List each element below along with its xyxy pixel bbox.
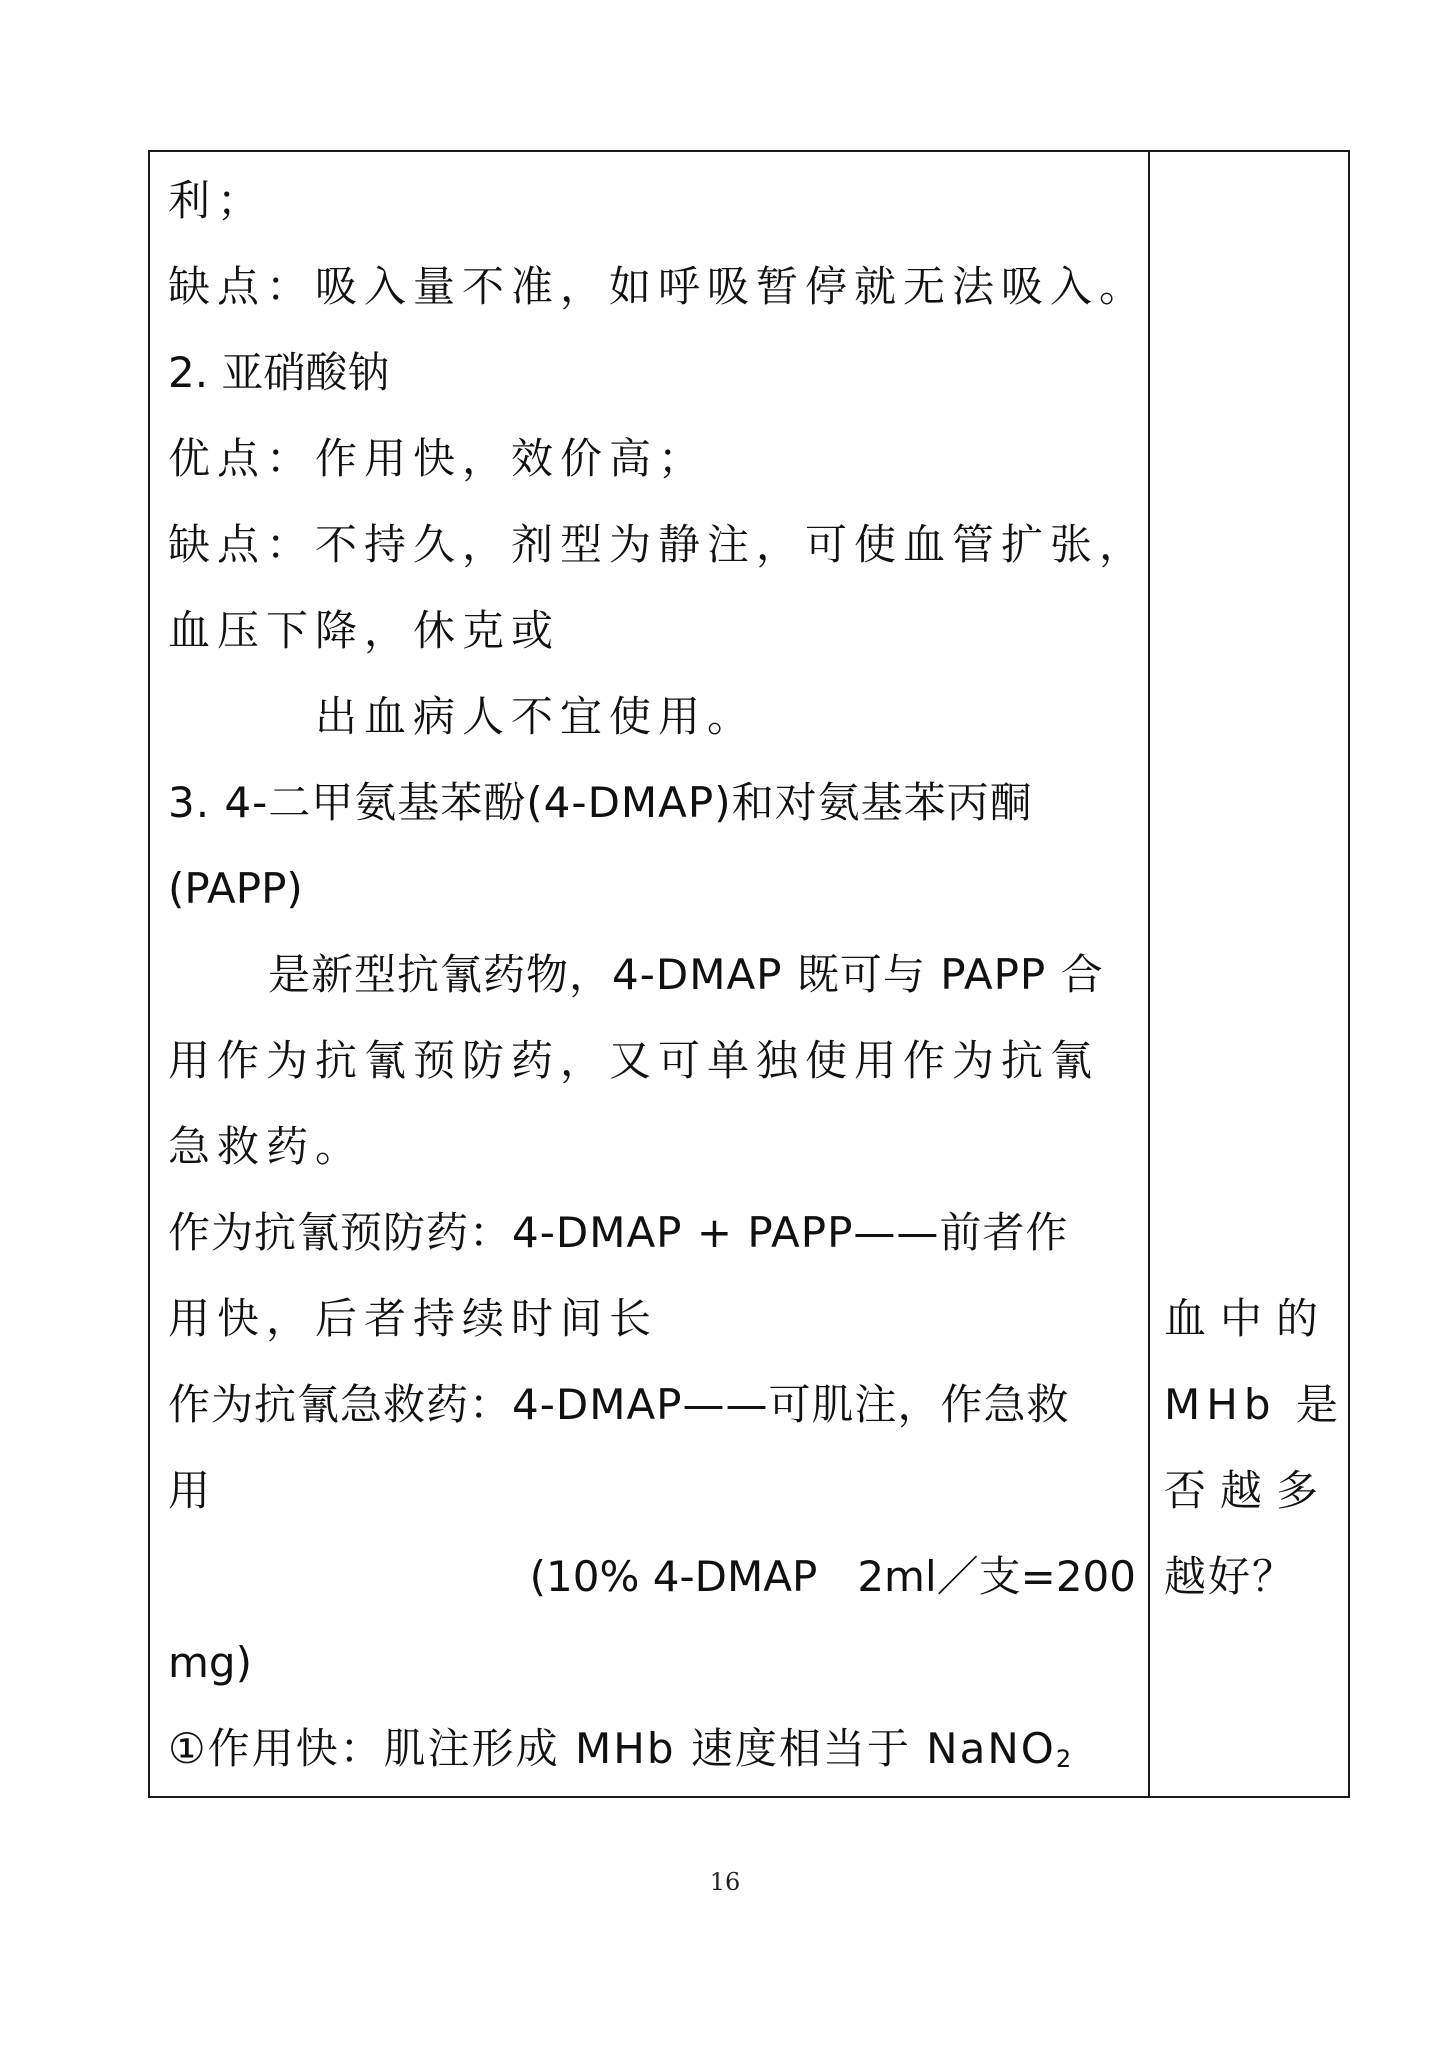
text-line: 用快，后者持续时间长 [168, 1294, 659, 1343]
text-line: 缺点：吸入量不准，如呼吸暂停就无法吸入。 [168, 262, 1149, 311]
text-line: 用 [168, 1466, 218, 1515]
subscript-two: 2 [1055, 1745, 1072, 1773]
text-line [168, 1706, 1071, 1792]
side-note-line: 否越多 [1164, 1466, 1333, 1515]
content-table [148, 150, 1350, 1798]
text-line: 缺点：不持久，剂型为静注，可使血管扩张， [168, 520, 1149, 569]
side-note-line: MHb 是 [1164, 1380, 1344, 1429]
side-note-line: 越好？ [1164, 1552, 1297, 1601]
text-line: 作为抗氰预防药：4-DMAP + PAPP——前者作 [168, 1208, 1069, 1257]
text-line: 急救药。 [168, 1122, 365, 1171]
text-line: 是新型抗氰药物，4-DMAP 既可与 PAPP 合 [268, 950, 1104, 999]
text-line-body: ①作用快：肌注形成 MHb 速度相当于 NaNO [168, 1724, 1056, 1773]
text-line: (PAPP) [168, 864, 303, 913]
side-note-line: 血中的 [1164, 1294, 1333, 1343]
main-text-column [150, 152, 1150, 1796]
side-note-column [1150, 152, 1348, 1796]
page-number: 16 [709, 1868, 741, 1896]
section-heading: 2. 亚硝酸钠 [168, 348, 390, 397]
section-heading: 3. 4-二甲氨基苯酚(4-DMAP)和对氨基苯丙酮 [168, 778, 1033, 827]
text-line: 用作为抗氰预防药，又可单独使用作为抗氰 [168, 1036, 1100, 1085]
text-line: 利； [168, 176, 267, 225]
dosage-line: (10% 4-DMAP 2ml／支=200 [529, 1552, 1136, 1601]
text-line: 血压下降，休克或 [168, 606, 561, 655]
text-line: 优点：作用快，效价高； [168, 434, 708, 483]
text-line: mg) [168, 1638, 252, 1687]
text-line: 出血病人不宜使用。 [315, 692, 757, 741]
text-line: 作为抗氰急救药：4-DMAP——可肌注，作急救 [168, 1380, 1070, 1429]
